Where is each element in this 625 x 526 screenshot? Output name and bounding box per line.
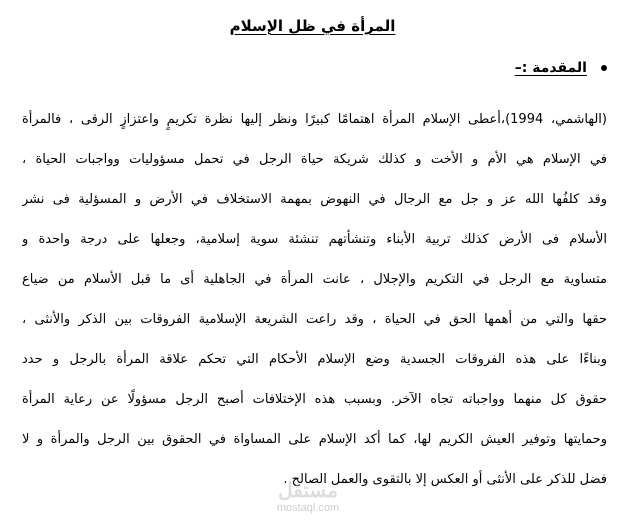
bullet-icon xyxy=(601,65,607,71)
section-heading-label: المقدمة :– xyxy=(514,60,587,76)
paragraph-line: وحمايتها وتوفير العيش الكريم لها، كما أكد الإسلام على المساواة في الحقوق بين الرجل والمرأة و لا xyxy=(22,432,607,447)
paragraph-line: (الهاشمي، 1994)،أعطى الإسلام المرأة اهتمامًا كبيرًا ونظر إليها نظرة تكريمٍ واعتزازٍ الرقى ، فالمرأة xyxy=(22,112,607,127)
paragraph-line: وقد كلفُها الله عز و جل مع الرجال في النهوض بمهمة الاستخلاف في الأرض و المسؤلية فى نشر xyxy=(22,192,607,207)
document-title-text: المرأة في ظل الإسلام xyxy=(229,17,396,35)
document-title xyxy=(0,14,625,38)
paragraph-line: الأسلام فى الأرض كذلك تربية الأبناء وتنشأتهم تنشئة سوية إسلامية، وجعلها على درجة واحدة و xyxy=(22,232,607,247)
paragraph-line: متساوية مع الرجل في التكريم والإجلال ، عانت المرأة في الجاهلية أى ما قبل الأسلام من ضياع xyxy=(22,272,607,287)
paragraph-line: حقوق كل منهما وواجباته تجاه الآخر. وبسبب هذه الإختلافات أصبح الرجل مسؤولًا عن رعاية المرأة xyxy=(22,392,607,407)
paragraph-line: في الإسلام هي الأم و الأخت و كذلك شريكة حياة الرجل في تحمل مسؤوليات وواجبات الحياة ، xyxy=(22,152,607,167)
paragraph-line: فضل للذكر على الأنثى أو العكس إلا بالتقوى والعمل الصالح . xyxy=(283,472,607,487)
paragraph-line: حقها والتي من أهمها الحق في الحياة ، وقد راعت الشريعة الإسلامية الفروقات بين الذكر والأنثى ، xyxy=(22,312,607,327)
watermark-logo-text: مستقل xyxy=(278,480,338,502)
introduction-paragraph xyxy=(22,100,607,500)
section-heading-introduction xyxy=(515,56,607,80)
paragraph-line: وبناءًا على هذه الفروقات الجسدية وضع الإسلام الأحكام التي تحكم علاقة المرأة بالرجل و حدد xyxy=(22,352,607,367)
watermark-url: mostaql.com xyxy=(276,502,340,514)
